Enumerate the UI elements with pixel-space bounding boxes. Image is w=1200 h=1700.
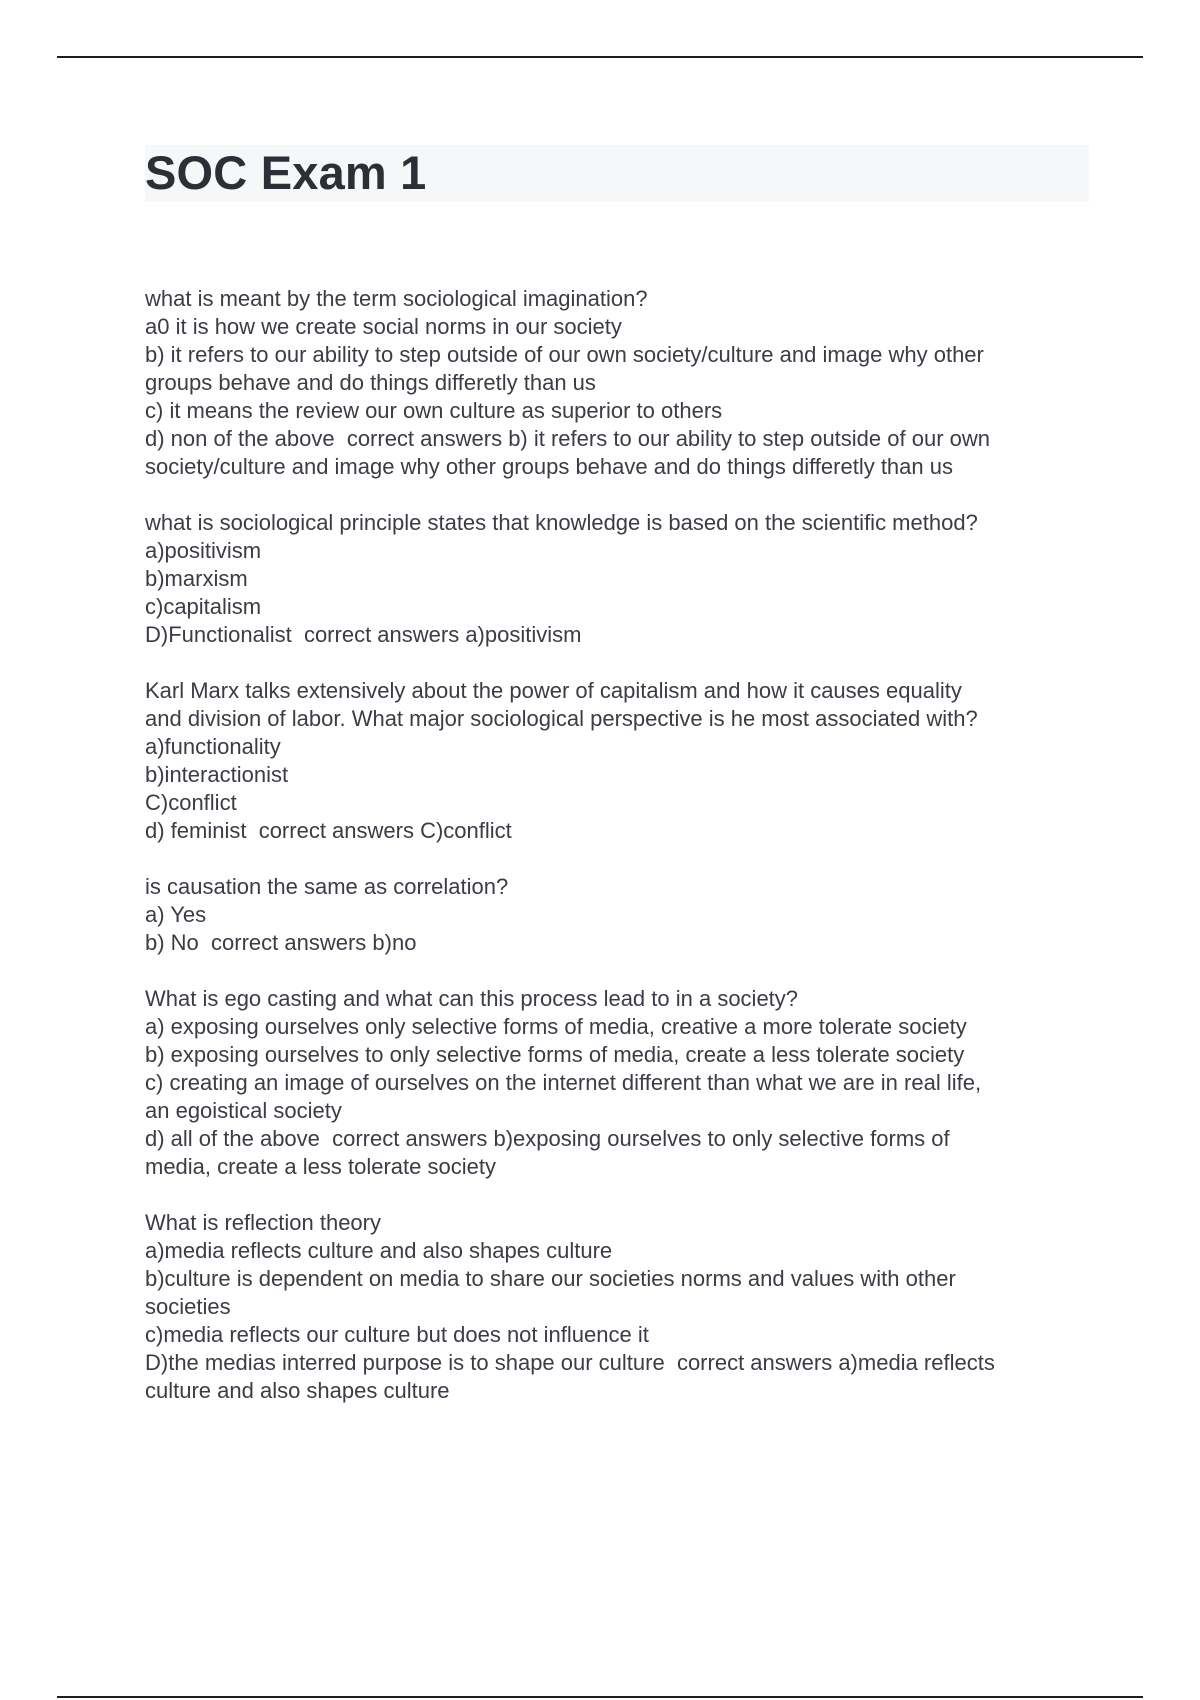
question-6-line-1: What is reflection theory [145,1210,381,1235]
question-2-line-2: a)positivism [145,538,262,563]
question-1-line-5: c) it means the review our own culture as superior to others [145,398,723,423]
question-5-line-5: an egoistical society [145,1098,342,1123]
question-block-2 [145,509,1085,649]
question-6-line-5: c)media reflects our culture but does not influence it [145,1322,649,1347]
question-4-line-2: a) Yes [145,902,207,927]
top-rule [57,56,1143,58]
question-5-line-1: What is ego casting and what can this process lead to in a society? [145,986,799,1011]
question-5-line-7: media, create a less tolerate society [145,1154,496,1179]
question-6-line-4: societies [145,1294,231,1319]
question-4-line-3: b) No correct answers b)no [145,930,417,955]
question-2-line-4: c)capitalism [145,594,262,619]
question-3-line-6: d) feminist correct answers C)conflict [145,818,512,843]
question-3-line-3: a)functionality [145,734,281,759]
question-block-5 [145,985,1085,1181]
question-block-4 [145,873,1085,957]
question-1-line-1: what is meant by the term sociological imagination? [145,286,648,311]
page-title: SOC Exam 1 [145,146,427,199]
document-body [145,285,1085,1433]
question-5-line-4: c) creating an image of ourselves on the internet different than what we are in real life, [145,1070,982,1095]
question-2-line-5: D)Functionalist correct answers a)positivism [145,622,582,647]
question-3-line-5: C)conflict [145,790,237,815]
bottom-rule [57,1696,1143,1698]
question-block-1 [145,285,1085,481]
question-1-line-6: d) non of the above correct answers b) it refers to our ability to step outside of our own [145,426,990,451]
question-3-line-4: b)interactionist [145,762,289,787]
question-6-line-6: D)the medias interred purpose is to shape our culture correct answers a)media reflects [145,1350,995,1375]
question-1-line-3: b) it refers to our ability to step outside of our own society/culture and image why other [145,342,984,367]
question-6-line-3: b)culture is dependent on media to share our societies norms and values with other [145,1266,956,1291]
question-3-line-2: and division of labor. What major sociological perspective is he most associated with? [145,706,978,731]
question-block-3 [145,677,1085,845]
question-5-line-3: b) exposing ourselves to only selective forms of media, create a less tolerate society [145,1042,965,1067]
question-6-line-2: a)media reflects culture and also shapes culture [145,1238,613,1263]
question-5-line-2: a) exposing ourselves only selective forms of media, creative a more tolerate society [145,1014,967,1039]
question-1-line-7: society/culture and image why other groups behave and do things differetly than us [145,454,953,479]
question-3-line-1: Karl Marx talks extensively about the power of capitalism and how it causes equality [145,678,962,703]
question-2-line-3: b)marxism [145,566,248,591]
question-block-6 [145,1209,1085,1405]
question-1-line-2: a0 it is how we create social norms in our society [145,314,622,339]
question-5-line-6: d) all of the above correct answers b)exposing ourselves to only selective forms of [145,1126,950,1151]
question-6-line-7: culture and also shapes culture [145,1378,450,1403]
question-4-line-1: is causation the same as correlation? [145,874,509,899]
question-2-line-1: what is sociological principle states that knowledge is based on the scientific method? [145,510,978,535]
question-1-line-4: groups behave and do things differetly than us [145,370,596,395]
